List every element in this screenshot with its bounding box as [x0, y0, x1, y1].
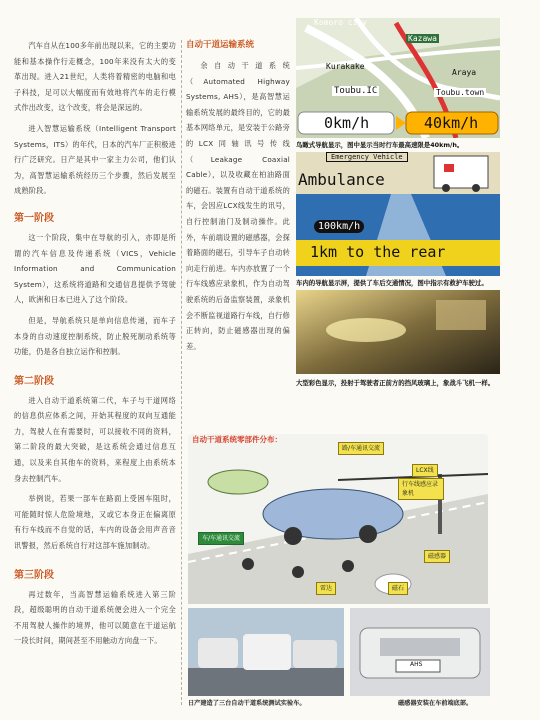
left-column — [14, 38, 176, 649]
sensor-graphic — [350, 608, 490, 696]
stage3-heading: 第三阶段 — [14, 569, 54, 581]
sign-araya: Araya — [452, 68, 477, 77]
stage2-paragraph-1: 进入自动干道系统第二代，车子与干道网络的信息供应体系之间，开始其程度的双向互通能力，驾驶人在有需要时，可以接收不同的资料，第二阶段的最大突破，是这系统会通过信息互通，以及来自其他车的资料，来程度上由系统本身去控制汽车。 — [14, 395, 176, 483]
current-speed: 0km/h — [324, 114, 370, 132]
label-lcx: LCX线 — [412, 464, 438, 477]
hud-photo — [296, 290, 500, 374]
sign-kurakake: Kurakake — [326, 62, 365, 71]
label-road-comm: 路/车通讯交流 — [338, 442, 384, 455]
label-radar: 雷达 — [316, 582, 336, 595]
sign-toubu-ic: Toubu.IC — [334, 86, 378, 96]
ahs-heading: 自动干道运输系统 — [186, 40, 255, 50]
sensor-photo — [350, 608, 490, 696]
sign-komoro: Komoro city — [314, 18, 367, 27]
nav-map-figure — [296, 18, 500, 138]
stage1-paragraph-2: 但是，导航系统只是单向信息传递，而车子本身的自动速度控制系统，防止脱死制动系统等功能，仍是各自独立运作和控制。 — [14, 315, 176, 357]
label-lane-camera: 行车线感应录象机 — [398, 478, 444, 500]
hud-photo-graphic — [296, 290, 500, 374]
test-cars-graphic — [188, 608, 344, 696]
middle-column — [186, 38, 290, 354]
intro-paragraph-1: 汽车自从在100多年前出现以来，它的主要功能和基本操作行走概念，100年来没有太大的变革出现。进入21世纪，人类将着精密的电脑和电子科技，足可以大幅度而有效地将汽车的走行模式作出改变，这个改变，将会是深远的。 — [14, 41, 176, 113]
ambulance-caption: 车内的导航显示屏，提供了车后交通情况，图中指示有救护车驶过。 — [296, 279, 488, 287]
ahs-diagram-graphic — [188, 434, 488, 604]
distance-warning: 1km to the rear — [310, 243, 446, 261]
label-magnet: 磁石 — [388, 582, 408, 595]
label-sensor: 磁感器 — [424, 550, 450, 563]
ambulance-display-figure — [296, 152, 500, 276]
sign-toubu-town: Toubu.town — [436, 88, 485, 97]
test-cars-caption: 日产建造了三台自动干道系统测试实验车。 — [188, 700, 306, 707]
stage2-paragraph-2: 举例说，若果一部车在路面上受困车阻时，可能随时惊人危险境地，又或它本身正在偏离原有行车线而不自觉的话，车内的设备会用声音音讯警报，然后系统自行对这部车施加制动。 — [14, 494, 176, 551]
column-divider — [181, 40, 183, 705]
stage2-heading: 第二阶段 — [14, 375, 54, 387]
ahs-paragraph: 余自动干道系统（Automated Highway Systems, AHS），是高智慧运输系统发展的最终目的，它的最基本网络单元，是安装于公路旁的LCX同轴讯号传线（Leakage Coaxial Cable），以及收藏在柏油路面的磁石。装置有自动干道系统的车，会因应LCX线发生的讯号，自行控制油门及制动操作。此外，车前端设置的磁感器，会探着路面的磁石，引导车子自动转向走行前进。车内亦放置了一个行车线感应录象机，作为自动驾驶系统的后备监察装置，录象机会不断监视道路行车线，自行修正转向，防止磁感器出现的偏差。 — [186, 61, 290, 351]
speed-limit: 40km/h — [424, 114, 479, 132]
hud-caption: 大型彩色显示，投射于驾驶者正前方的挡风玻璃上，象战斗飞机一样。 — [296, 379, 495, 387]
label-car-comm: 车/车通讯交流 — [198, 532, 244, 545]
nav-map-caption: 鸟瞰式导航显示，图中显示当时行车最高速限是40km/h。 — [296, 141, 464, 149]
sensor-caption: 磁感器安装在车前端底部。 — [398, 700, 473, 707]
stage1-heading: 第一阶段 — [14, 212, 54, 224]
test-cars-photo — [188, 608, 344, 696]
stage3-paragraph-1: 再过数年，当高智慧运输系统进入第三阶段，超级聪明的自动干道系统便会进入一个完全不用驾驶人操作的境界，他可以随意在干道运航一段长时间，期间甚至不用触动方向盘一下。 — [14, 589, 176, 646]
intro-paragraph-2: 进入智慧运输系统（Intelligent Transport Systems，ITS）的年代，日本的汽车厂正积极进行广泛研究。日产是其中一家主力公司，他们认为，高智慧运输系统经历三个步骤，然后发展至成熟阶段。 — [14, 123, 176, 196]
ahs-plate: AHS — [410, 661, 423, 668]
ahs-components-diagram — [188, 434, 488, 604]
right-column — [296, 18, 500, 390]
ambulance-title: Ambulance — [298, 170, 385, 189]
emergency-banner: Emergency Vehicle — [326, 152, 408, 162]
sign-kazawa: Kazawa — [408, 34, 437, 43]
display-speed: 100km/h — [314, 220, 364, 233]
stage1-paragraph-1: 这一个阶段，集中在导航的引入，亦即是所谓的汽车信息及传递系统（VICS，Vehicle Information and Communication System），这系统将道路和交通信息提供予驾驶人，欧洲和日本已进入了这个阶段。 — [14, 232, 176, 305]
diagram-title: 自动干道系统零部件分布： — [192, 435, 282, 444]
